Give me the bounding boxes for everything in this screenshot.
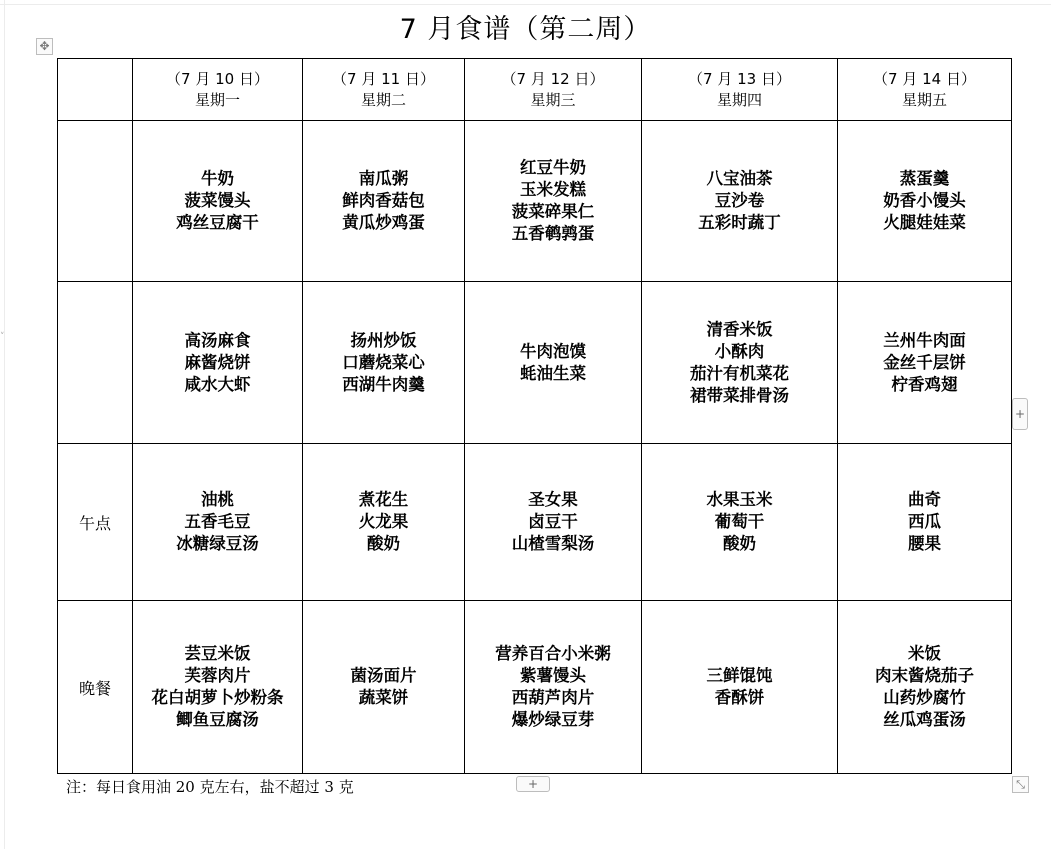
dish-item: 红豆牛奶 xyxy=(520,158,586,177)
header-row xyxy=(58,59,1012,121)
dish-item: 山楂雪梨汤 xyxy=(511,534,595,553)
dish-item: 牛肉泡馍 xyxy=(520,341,586,361)
corner-cell[interactable] xyxy=(58,59,133,121)
dish-item: 蔬菜饼 xyxy=(358,688,409,707)
meal-label: 午点 xyxy=(78,513,111,533)
dish-item: 香酥饼 xyxy=(714,688,765,707)
menu-cell[interactable] xyxy=(303,282,465,444)
menu-table xyxy=(57,58,1012,774)
meal-row-breakfast xyxy=(58,121,1012,282)
page-edge-top xyxy=(0,4,1051,5)
dish-item: 鲫鱼豆腐汤 xyxy=(176,710,259,729)
dish-item: 芙蓉肉片 xyxy=(184,666,251,685)
dish-item: 鸡丝豆腐干 xyxy=(176,213,259,232)
menu-cell[interactable] xyxy=(642,444,838,601)
dish-item: 西葫芦肉片 xyxy=(511,688,595,707)
day-date: （7 月 12 日） xyxy=(501,69,605,88)
day-header-cell[interactable] xyxy=(133,59,303,121)
dish-item: 黄瓜炒鸡蛋 xyxy=(342,213,425,232)
day-header-cell[interactable] xyxy=(642,59,838,121)
day-weekday: 星期二 xyxy=(360,90,406,109)
dish-list xyxy=(642,489,837,555)
day-date: （7 月 13 日） xyxy=(688,69,791,88)
dish-list xyxy=(838,489,1011,555)
dish-item: 营养百合小米粥 xyxy=(495,644,611,663)
dish-item: 玉米发糕 xyxy=(520,180,586,199)
meal-label: 晚餐 xyxy=(78,678,111,698)
meal-label-cell[interactable] xyxy=(58,121,133,282)
meal-row-lunch xyxy=(58,282,1012,444)
dish-item: 葡萄干 xyxy=(714,512,765,531)
meal-label-cell[interactable] xyxy=(58,444,133,601)
menu-cell[interactable] xyxy=(838,282,1012,444)
menu-cell[interactable] xyxy=(133,601,303,774)
dish-item: 紫薯馒头 xyxy=(520,666,586,685)
dish-item: 圣女果 xyxy=(528,490,578,509)
day-header-cell[interactable] xyxy=(303,59,465,121)
table-move-icon[interactable]: ✥ xyxy=(36,38,53,55)
dish-item: 蚝油生菜 xyxy=(520,363,586,383)
dish-list xyxy=(303,665,464,709)
dish-item: 鲜肉香菇包 xyxy=(342,191,425,210)
dish-item: 奶香小馒头 xyxy=(883,191,966,210)
margin-marker-icon: ˅ xyxy=(0,332,5,342)
dish-list xyxy=(303,330,464,396)
add-column-button[interactable]: + xyxy=(1012,398,1028,430)
dish-list xyxy=(642,665,837,709)
meal-label-cell[interactable] xyxy=(58,282,133,444)
meal-label-cell[interactable] xyxy=(58,601,133,774)
dish-item: 兰州牛肉面 xyxy=(883,330,966,350)
day-weekday: 星期三 xyxy=(530,90,576,109)
dish-item: 酸奶 xyxy=(367,534,400,553)
dish-item: 茄汁有机菜花 xyxy=(690,363,789,383)
dish-list xyxy=(838,643,1011,731)
dish-list xyxy=(465,489,641,555)
dish-item: 牛奶 xyxy=(201,169,234,188)
dish-item: 米饭 xyxy=(908,644,941,663)
menu-cell[interactable] xyxy=(838,601,1012,774)
table-resize-icon[interactable]: ⤡ xyxy=(1012,776,1029,793)
dish-item: 五彩时蔬丁 xyxy=(698,213,781,232)
dish-item: 肉末酱烧茄子 xyxy=(875,666,974,685)
day-header-cell[interactable] xyxy=(838,59,1012,121)
dish-item: 西湖牛肉羹 xyxy=(342,374,425,394)
menu-cell[interactable] xyxy=(465,282,642,444)
menu-cell[interactable] xyxy=(303,444,465,601)
dish-item: 卤豆干 xyxy=(528,512,578,531)
dish-item: 小酥肉 xyxy=(714,341,765,361)
menu-cell[interactable] xyxy=(303,121,465,282)
dish-list xyxy=(133,168,302,234)
dish-list xyxy=(465,643,641,731)
dish-item: 油桃 xyxy=(201,490,234,509)
dish-item: 裙带菜排骨汤 xyxy=(690,385,789,405)
menu-cell[interactable] xyxy=(133,444,303,601)
dish-item: 蒸蛋羹 xyxy=(899,169,950,188)
dish-item: 山药炒腐竹 xyxy=(883,688,966,707)
dish-item: 水果玉米 xyxy=(706,490,773,509)
menu-cell[interactable] xyxy=(133,121,303,282)
dish-item: 西瓜 xyxy=(908,512,941,531)
day-weekday: 星期一 xyxy=(194,90,240,109)
dish-item: 清香米饭 xyxy=(706,319,773,339)
dish-list xyxy=(642,168,837,234)
dish-item: 菌汤面片 xyxy=(350,666,417,685)
dish-item: 南瓜粥 xyxy=(358,169,409,188)
menu-cell[interactable] xyxy=(838,121,1012,282)
dish-list xyxy=(642,319,837,407)
dish-item: 火龙果 xyxy=(358,512,409,531)
day-header-cell[interactable] xyxy=(465,59,642,121)
dish-item: 腰果 xyxy=(908,534,941,553)
dish-item: 火腿娃娃菜 xyxy=(883,213,966,232)
dish-item: 煮花生 xyxy=(358,490,409,509)
day-date: （7 月 10 日） xyxy=(166,69,269,88)
dish-item: 柠香鸡翅 xyxy=(891,374,958,394)
menu-cell[interactable] xyxy=(642,121,838,282)
dish-list xyxy=(133,330,302,396)
footnote: 注：每日食用油 20 克左右，盐不超过 3 克 xyxy=(66,778,354,796)
dish-list xyxy=(838,330,1011,396)
dish-item: 菠菜碎果仁 xyxy=(511,202,595,221)
dish-list xyxy=(838,168,1011,234)
menu-cell[interactable] xyxy=(465,121,642,282)
day-date: （7 月 11 日） xyxy=(332,69,435,88)
menu-cell[interactable] xyxy=(838,444,1012,601)
dish-item: 豆沙卷 xyxy=(714,191,765,210)
dish-item: 口蘑烧菜心 xyxy=(342,352,425,372)
dish-item: 高汤麻食 xyxy=(184,330,251,350)
dish-item: 麻酱烧饼 xyxy=(184,352,251,372)
menu-cell[interactable] xyxy=(465,444,642,601)
dish-item: 扬州炒饭 xyxy=(350,330,417,350)
menu-cell[interactable] xyxy=(133,282,303,444)
dish-item: 金丝千层饼 xyxy=(883,352,966,372)
page-edge-left xyxy=(4,0,5,849)
dish-item: 爆炒绿豆芽 xyxy=(511,710,595,729)
dish-list xyxy=(303,168,464,234)
dish-item: 八宝油茶 xyxy=(706,169,773,188)
dish-item: 曲奇 xyxy=(908,490,941,509)
day-weekday: 星期五 xyxy=(901,90,947,109)
dish-item: 冰糖绿豆汤 xyxy=(176,534,259,553)
dish-item: 丝瓜鸡蛋汤 xyxy=(883,710,966,729)
dish-item: 芸豆米饭 xyxy=(184,644,251,663)
dish-list xyxy=(303,489,464,555)
menu-cell[interactable] xyxy=(642,282,838,444)
dish-item: 五香毛豆 xyxy=(184,512,251,531)
menu-cell[interactable] xyxy=(642,601,838,774)
day-weekday: 星期四 xyxy=(716,90,762,109)
dish-item: 三鲜馄饨 xyxy=(706,666,773,685)
dish-item: 五香鹌鹑蛋 xyxy=(511,224,595,243)
dish-item: 花白胡萝卜炒粉条 xyxy=(151,688,284,707)
menu-cell[interactable] xyxy=(465,601,642,774)
document-title: 7 月食谱（第二周） xyxy=(399,14,652,45)
add-row-button[interactable]: + xyxy=(516,776,550,792)
meal-row-dinner xyxy=(58,601,1012,774)
meal-row-afternoon-snack xyxy=(58,444,1012,601)
dish-list xyxy=(133,489,302,555)
dish-item: 咸水大虾 xyxy=(184,374,251,394)
dish-list xyxy=(465,341,641,385)
menu-cell[interactable] xyxy=(303,601,465,774)
dish-item: 菠菜馒头 xyxy=(184,191,251,210)
dish-list xyxy=(133,643,302,731)
dish-item: 酸奶 xyxy=(723,534,756,553)
dish-list xyxy=(465,157,641,245)
day-date: （7 月 14 日） xyxy=(873,69,976,88)
